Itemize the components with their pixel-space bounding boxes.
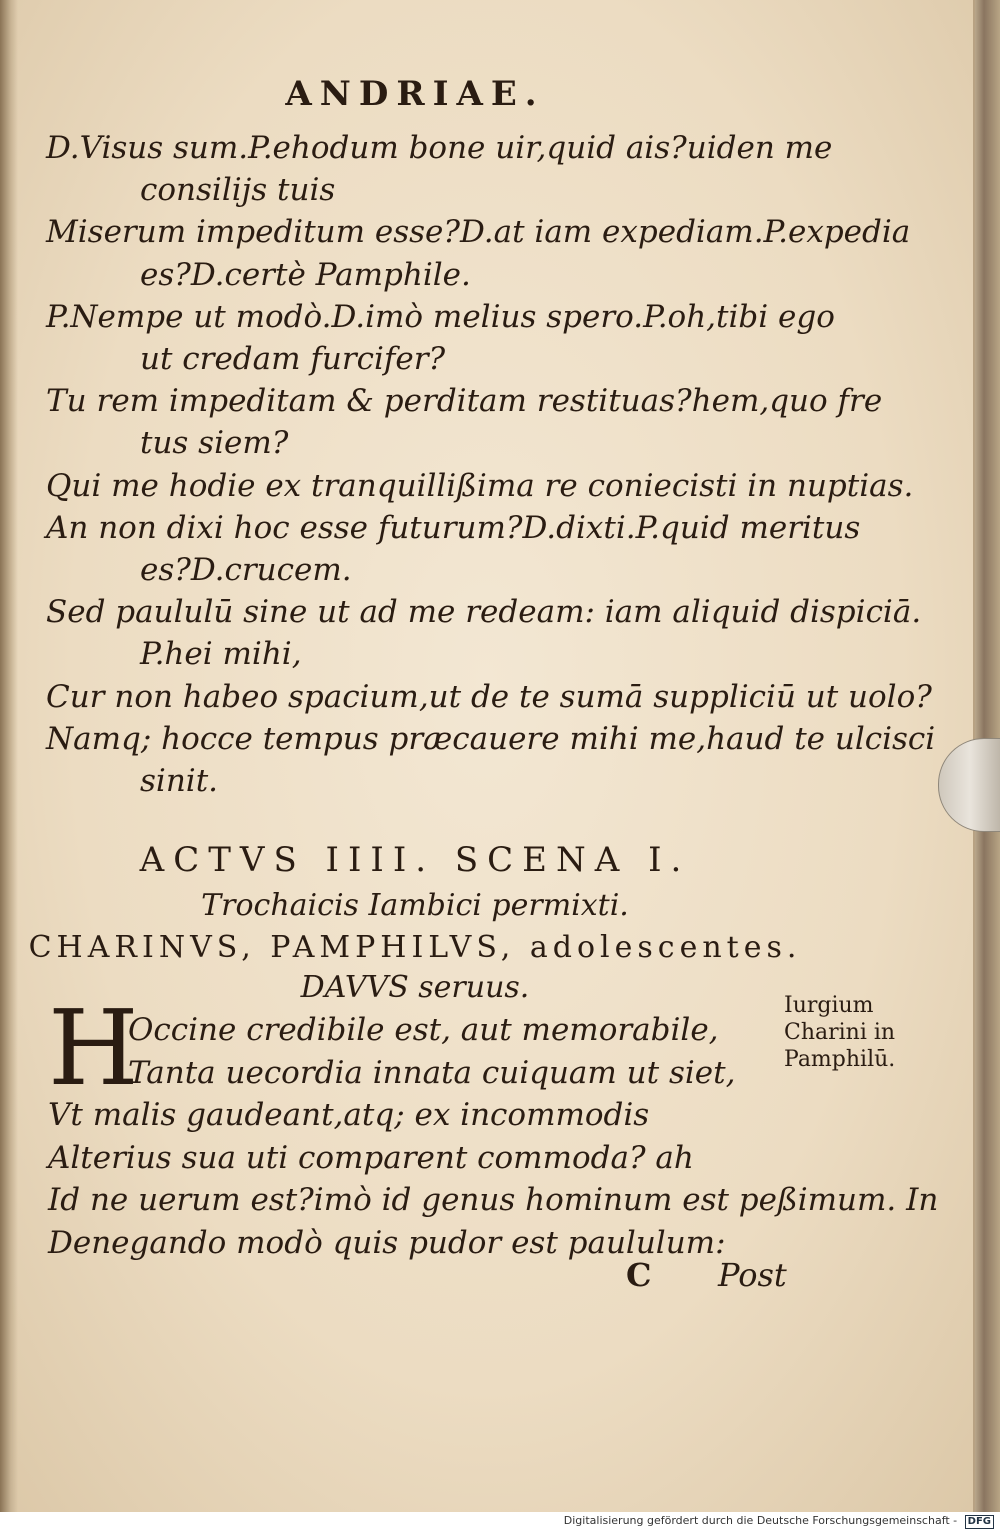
act-title: ACTVS IIII. SCENA I. bbox=[139, 840, 691, 880]
text-line: Cur non habeo spacium,ut de te sumā suppliciū ut uolo? bbox=[46, 678, 932, 715]
text-line: es?D.crucem. bbox=[140, 552, 352, 588]
text-line: consilijs tuis bbox=[140, 172, 336, 209]
text-line: Qui me hodie ex tranquillißima re coniecisti in nuptias. bbox=[46, 467, 914, 504]
credit-text: Digitalisierung gefördert durch die Deutsche Forschungsgemeinschaft - bbox=[563, 1514, 958, 1527]
verse-line: Tanta uecordia innata cuiquam ut siet, bbox=[128, 1054, 736, 1091]
text-line: D.Visus sum.P.ehodum bone uir,quid ais?uiden me bbox=[46, 130, 833, 166]
margin-note bbox=[784, 992, 944, 1073]
running-head: ANDRIAE. bbox=[285, 74, 545, 114]
verse-line: Vt malis gaudeant,atq; ex incommodis bbox=[48, 1097, 650, 1133]
verse-line: Id ne uerum est?imò id genus hominum est peßimum. In bbox=[48, 1182, 939, 1218]
text-line: Tu rem impeditam & perditam restituas?hem,quo fre bbox=[46, 383, 883, 420]
text-line: An non dixi hoc esse futurum?D.dixti.P.quid meritus bbox=[46, 509, 861, 546]
text-line: sinit. bbox=[140, 763, 219, 799]
margin-note-line: Charini in bbox=[784, 1020, 896, 1045]
text-line: es?D.certè Pamphile. bbox=[140, 256, 471, 293]
page-gutter bbox=[0, 0, 18, 1512]
dfg-logo: DFG bbox=[965, 1515, 994, 1529]
verse-line: Occine credibile est, aut memorabile, bbox=[128, 1012, 719, 1048]
text-line: Namq; hocce tempus præcauere mihi me,haud te ulcisci bbox=[46, 720, 936, 757]
text-line: tus siem? bbox=[140, 425, 289, 462]
text-line: P.hei mihi, bbox=[140, 636, 302, 673]
drop-cap: H bbox=[48, 987, 139, 1109]
text-line: Miserum impeditum esse?D.at iam expediam.P.expedia bbox=[46, 214, 911, 251]
margin-note-line: Pamphilū. bbox=[784, 1047, 896, 1072]
text-line: P.Nempe ut modò.D.imò melius spero.P.oh,tibi ego bbox=[46, 298, 835, 335]
verse-line: Denegando modò quis pudor est paululum: bbox=[48, 1224, 726, 1261]
signature-mark: C bbox=[626, 1256, 652, 1294]
text-line: ut credam furcifer? bbox=[140, 341, 446, 377]
margin-note-line: Iurgium bbox=[784, 993, 874, 1018]
cast-line-2: DAVVS seruus. bbox=[300, 970, 530, 1005]
credit-bar bbox=[0, 1512, 1000, 1530]
meter-note: Trochaicis Iambici permixti. bbox=[201, 888, 629, 923]
verse-line: Alterius sua uti comparent commoda? ah bbox=[48, 1139, 694, 1176]
cast-line-1: CHARINVS, PAMPHILVS, adolescentes. bbox=[28, 930, 802, 965]
catchword: Post bbox=[718, 1256, 787, 1294]
text-line: Sed paululū sine ut ad me redeam: iam aliquid dispiciā. bbox=[46, 594, 922, 631]
